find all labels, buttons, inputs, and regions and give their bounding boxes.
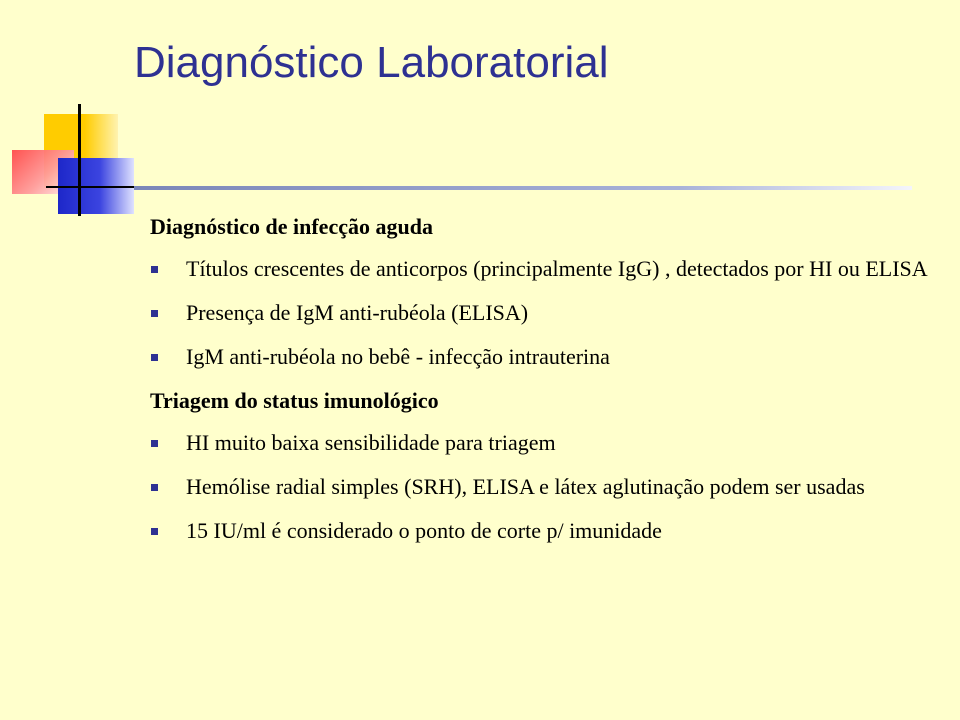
square-bullet-icon bbox=[151, 484, 158, 491]
section-heading: Triagem do status imunológico bbox=[150, 388, 439, 413]
list-item-text: HI muito baixa sensibilidade para triagem bbox=[186, 430, 556, 455]
list-item-text: Hemólise radial simples (SRH), ELISA e látex aglutinação podem ser usadas bbox=[186, 474, 865, 499]
square-bullet-icon bbox=[151, 266, 158, 273]
list-item-text: IgM anti-rubéola no bebê - infecção intrauterina bbox=[186, 344, 610, 369]
square-bullet-icon bbox=[151, 528, 158, 535]
square-bullet-icon bbox=[151, 310, 158, 317]
square-bullet-icon bbox=[151, 354, 158, 361]
slide-content bbox=[150, 212, 950, 560]
decorative-horizontal-line bbox=[46, 186, 134, 188]
slide-title: Diagnóstico Laboratorial bbox=[134, 38, 609, 87]
list-item bbox=[150, 342, 950, 372]
square-bullet-icon bbox=[151, 440, 158, 447]
list-item bbox=[150, 298, 950, 328]
bullet-list bbox=[150, 428, 950, 546]
section-immune-screening bbox=[150, 386, 950, 546]
list-item bbox=[150, 254, 950, 284]
list-item-text: 15 IU/ml é considerado o ponto de corte p/ imunidade bbox=[186, 518, 662, 543]
section-heading: Diagnóstico de infecção aguda bbox=[150, 214, 433, 239]
list-item bbox=[150, 472, 950, 502]
list-item bbox=[150, 428, 950, 458]
list-item bbox=[150, 516, 950, 546]
list-item-text: Presença de IgM anti-rubéola (ELISA) bbox=[186, 300, 529, 325]
list-item-text: Títulos crescentes de anticorpos (principalmente IgG) , detectados por HI ou ELISA bbox=[186, 256, 928, 281]
section-acute-infection bbox=[150, 212, 950, 372]
bullet-list bbox=[150, 254, 950, 372]
title-underline-rule bbox=[134, 186, 912, 190]
decorative-vertical-line bbox=[78, 104, 81, 216]
